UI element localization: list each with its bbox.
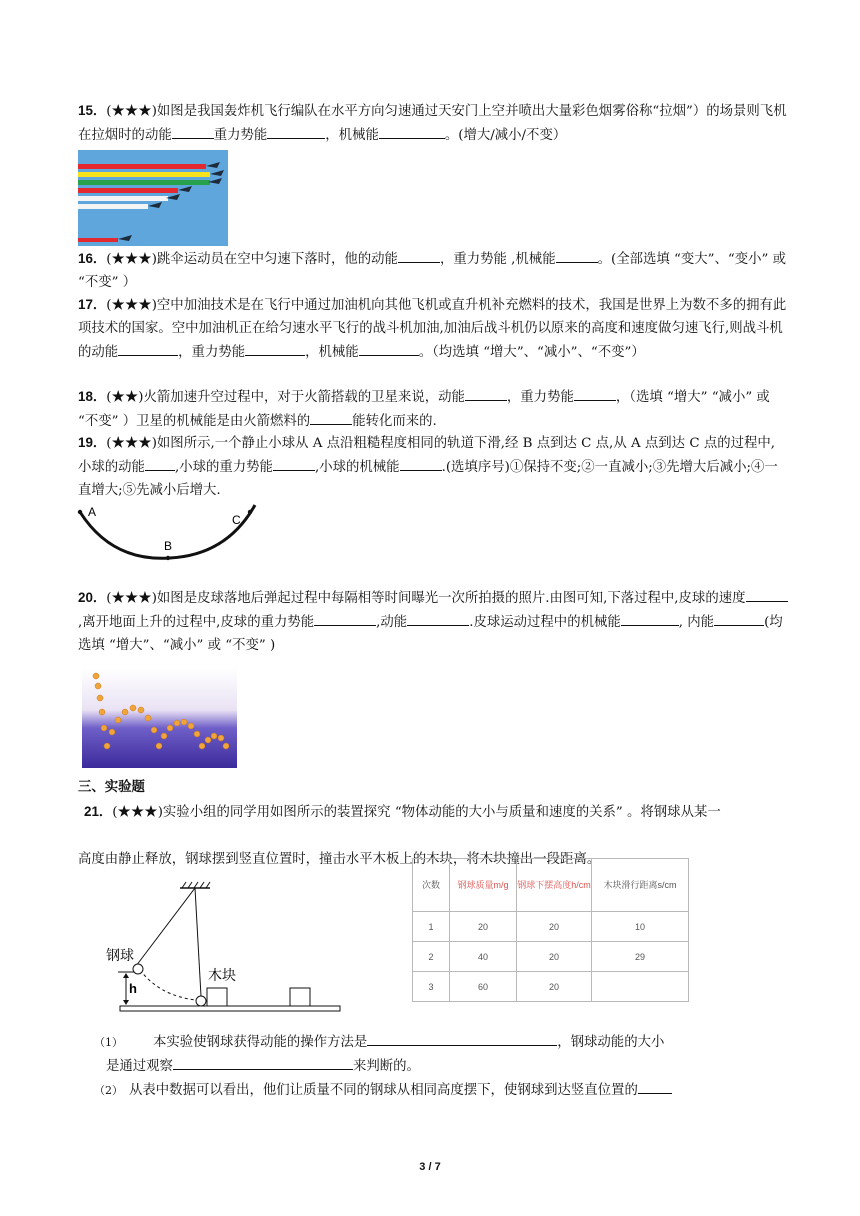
table-row <box>413 972 689 1002</box>
height-label: h <box>129 981 137 996</box>
question-18: 18．(★★)火箭加速升空过程中，对于火箭搭载的卫星来说，动能 ，重力势能 ，（选填 “增大” “减小” 或 “不变” ）卫星的机械能是由火箭燃料的 能转化而来的. <box>78 385 788 433</box>
table-cell: 10 <box>592 912 689 942</box>
jets-smoke-image <box>78 150 228 246</box>
table-cell: 40 <box>450 942 517 972</box>
table-cell: 20 <box>517 912 592 942</box>
experiment-data-table <box>412 858 689 1002</box>
table-header: 钢球下摆高度h/cm <box>517 859 592 912</box>
question-15: 15．(★★★)如图是我国轰炸机飞行编队在水平方向匀速通过天安门上空并喷出大量彩色烟雾俗称“拉烟”）的场景则飞机在拉烟时的动能 重力势能 ，机械能 。(增大/减小/不变） <box>78 103 787 143</box>
table-cell <box>592 972 689 1002</box>
question-21-part-1-continued: 是通过观察 来判断的。 <box>106 1054 796 1078</box>
table-header: 次数 <box>413 859 450 912</box>
question-19: 19．(★★★)如图所示,一个静止小球从 A 点沿粗糙程度相同的轨道下滑,经 B 点到达 C 点,从 A 点到达 C 点的过程中,小球的动能 ,小球的重力势能 ,小球的机械能 .(选填序号)①保持不变;②一直减小;③先增大后减小;④一直增大;⑤先减小后增大. <box>78 435 778 498</box>
question-number: 15． <box>78 103 107 118</box>
table-cell: 60 <box>450 972 517 1002</box>
wood-block-label: 木块 <box>208 967 236 983</box>
question-21: 21．(★★★)实验小组的同学用如图所示的装置探究 “物体动能的大小与质量和速度的关系” 。将钢球从某一 <box>84 804 721 820</box>
question-21-part-2: （2） 从表中数据可以看出，他们让质量不同的钢球从相同高度摆下，使钢球到达竖直位置的 <box>94 1078 794 1102</box>
table-cell: 29 <box>592 942 689 972</box>
question-21-continued: 高度由静止释放，钢球摆到竖直位置时，撞击水平木板上的木块，将木块撞出一段距离。 <box>78 852 601 867</box>
pendulum-apparatus-diagram <box>100 880 350 1020</box>
table-header: 木块滑行距离s/cm <box>592 859 689 912</box>
table-row <box>413 942 689 972</box>
steel-ball-label: 钢球 <box>106 947 134 963</box>
table-cell: 20 <box>517 942 592 972</box>
table-cell: 20 <box>450 912 517 942</box>
section-title: 三、实验题 <box>78 779 145 794</box>
table-cell: 3 <box>413 972 450 1002</box>
table-header-row <box>413 859 689 912</box>
table-cell: 1 <box>413 912 450 942</box>
difficulty-stars: (★★★) <box>106 104 157 119</box>
point-a-label: A <box>88 505 97 519</box>
table-cell: 20 <box>517 972 592 1002</box>
question-20: 20．(★★★)如图是皮球落地后弹起过程中每隔相等时间曝光一次所拍摄的照片.由图可知,下落过程中,皮球的速度,离开地面上升的过程中,皮球的重力势能 ,动能 .皮球运动过程中的机械能 , 内能 (均选填 “增大”、“减小” 或 “不变” ) <box>78 586 788 657</box>
point-c-label: C <box>232 513 241 527</box>
track-diagram <box>72 500 272 575</box>
point-b-label: B <box>164 539 173 553</box>
question-21-part-1: （1） 本实验使钢球获得动能的操作方法是 ，钢球动能的大小 <box>94 1030 794 1054</box>
table-cell: 2 <box>413 942 450 972</box>
question-16: 16．(★★★)跳伞运动员在空中匀速下落时，他的动能 ，重力势能 ,机械能 。(全部选填 “变大”、“变小” 或 “不变” ） <box>78 247 788 294</box>
table-row <box>413 912 689 942</box>
question-17: 17．(★★★)空中加油技术是在飞行中通过加油机向其他飞机或直升机补充燃料的技术，我国是世界上为数不多的拥有此项技术的国家。空中加油机正在给匀速水平飞行的战斗机加油,加油后战斗机仍以原来的高度和速度做匀速飞行,则战斗机的动能 ，重力势能 ，机械能 。（均选填 “增大”、“减小”、“不变”） <box>78 297 787 360</box>
table-header: 钢球质量m/g <box>450 859 517 912</box>
page-number: 3 / 7 <box>419 1161 441 1173</box>
bouncing-ball-photo <box>82 668 237 768</box>
